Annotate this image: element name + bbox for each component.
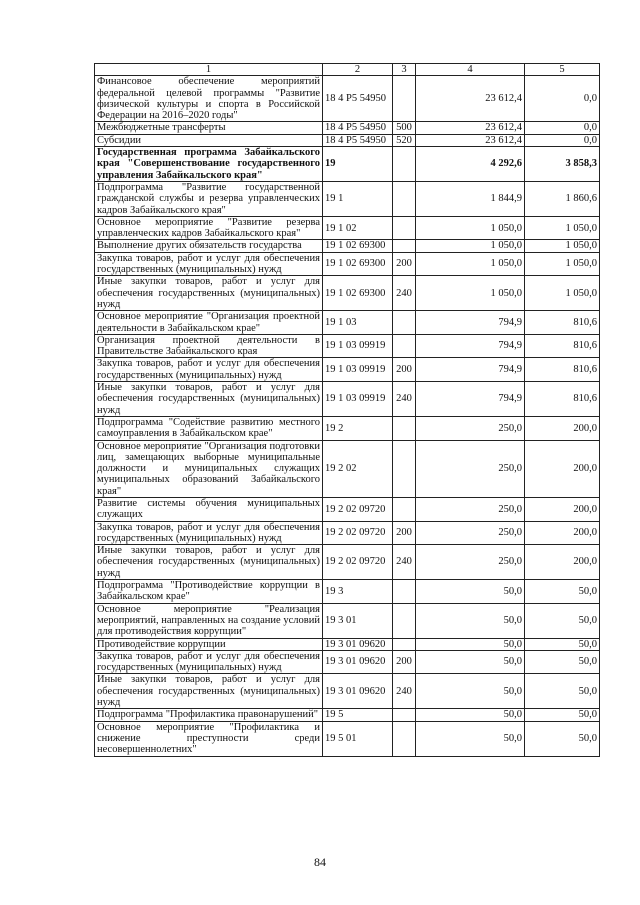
row-code: 19 1 02 69300 — [323, 276, 393, 311]
row-amount-year-1: 23 612,4 — [416, 134, 525, 146]
row-expense-type: 520 — [393, 134, 416, 146]
row-expense-type — [393, 240, 416, 252]
row-code: 19 3 01 09620 — [323, 650, 393, 674]
row-amount-year-1: 250,0 — [416, 497, 525, 521]
row-amount-year-1: 1 050,0 — [416, 252, 525, 276]
page-number: 84 — [314, 855, 326, 869]
row-amount-year-1: 1 050,0 — [416, 240, 525, 252]
row-amount-year-1: 250,0 — [416, 416, 525, 440]
row-code: 19 3 — [323, 580, 393, 604]
table-row — [95, 416, 600, 440]
row-amount-year-1: 23 612,4 — [416, 122, 525, 134]
table-row — [95, 252, 600, 276]
row-name: Подпрограмма "Профилактика правонарушений" — [95, 709, 323, 721]
row-code: 19 2 02 09720 — [323, 497, 393, 521]
table-row — [95, 650, 600, 674]
row-code: 19 1 02 — [323, 216, 393, 240]
row-amount-year-2: 0,0 — [525, 134, 600, 146]
table-row — [95, 147, 600, 182]
row-expense-type — [393, 334, 416, 358]
table-row — [95, 334, 600, 358]
table-row — [95, 721, 600, 756]
row-expense-type: 240 — [393, 276, 416, 311]
row-name: Основное мероприятие "Профилактика и снижение преступности среди несовершеннолетних" — [95, 721, 323, 756]
row-amount-year-1: 794,9 — [416, 334, 525, 358]
row-code: 19 3 01 09620 — [323, 638, 393, 650]
row-amount-year-1: 794,9 — [416, 311, 525, 335]
row-amount-year-2: 1 860,6 — [525, 181, 600, 216]
row-expense-type — [393, 603, 416, 638]
row-amount-year-2: 50,0 — [525, 650, 600, 674]
row-expense-type: 500 — [393, 122, 416, 134]
column-header-5: 5 — [525, 64, 600, 76]
row-expense-type — [393, 416, 416, 440]
row-amount-year-2: 1 050,0 — [525, 252, 600, 276]
row-name: Закупка товаров, работ и услуг для обеспечения государственных (муниципальных) нужд — [95, 358, 323, 382]
table-row — [95, 382, 600, 417]
row-expense-type: 240 — [393, 382, 416, 417]
row-code: 19 2 02 09720 — [323, 521, 393, 545]
row-amount-year-2: 810,6 — [525, 358, 600, 382]
row-amount-year-2: 200,0 — [525, 497, 600, 521]
row-expense-type — [393, 76, 416, 122]
row-name: Закупка товаров, работ и услуг для обеспечения государственных (муниципальных) нужд — [95, 252, 323, 276]
row-expense-type: 240 — [393, 674, 416, 709]
row-code: 19 1 03 — [323, 311, 393, 335]
row-amount-year-2: 0,0 — [525, 122, 600, 134]
row-code: 19 — [323, 147, 393, 182]
row-amount-year-2: 810,6 — [525, 334, 600, 358]
column-header-1: 1 — [95, 64, 323, 76]
row-amount-year-2: 1 050,0 — [525, 276, 600, 311]
row-name: Иные закупки товаров, работ и услуг для обеспечения государственных (муниципальных) нужд — [95, 382, 323, 417]
row-name: Основное мероприятие "Развитие резерва управленческих кадров Забайкальского края" — [95, 216, 323, 240]
row-name: Основное мероприятие "Организация проектной деятельности в Забайкальском крае" — [95, 311, 323, 335]
row-code: 19 1 02 69300 — [323, 252, 393, 276]
row-amount-year-2: 50,0 — [525, 709, 600, 721]
table-row — [95, 240, 600, 252]
table-row — [95, 311, 600, 335]
row-name: Государственная программа Забайкальского края "Совершенствование государственного управления Забайкальского края" — [95, 147, 323, 182]
row-expense-type: 200 — [393, 521, 416, 545]
table-row — [95, 122, 600, 134]
row-amount-year-1: 50,0 — [416, 638, 525, 650]
table-row — [95, 497, 600, 521]
table-row — [95, 216, 600, 240]
table-row — [95, 603, 600, 638]
row-name: Противодействие коррупции — [95, 638, 323, 650]
table-row — [95, 674, 600, 709]
row-code: 18 4 P5 54950 — [323, 76, 393, 122]
row-name: Иные закупки товаров, работ и услуг для обеспечения государственных (муниципальных) нужд — [95, 545, 323, 580]
row-expense-type: 200 — [393, 358, 416, 382]
column-number-row — [95, 64, 600, 76]
row-expense-type — [393, 638, 416, 650]
row-expense-type — [393, 709, 416, 721]
row-code: 19 1 03 09919 — [323, 382, 393, 417]
row-expense-type: 200 — [393, 252, 416, 276]
row-name: Основное мероприятие "Реализация мероприятий, направленных на создание условий для противодействия коррупции" — [95, 603, 323, 638]
row-amount-year-1: 1 844,9 — [416, 181, 525, 216]
row-name: Подпрограмма "Противодействие коррупции в Забайкальском крае" — [95, 580, 323, 604]
row-amount-year-1: 50,0 — [416, 650, 525, 674]
table-row — [95, 521, 600, 545]
row-amount-year-1: 50,0 — [416, 603, 525, 638]
row-expense-type — [393, 721, 416, 756]
table-row — [95, 638, 600, 650]
budget-table — [94, 63, 600, 757]
row-code: 19 5 — [323, 709, 393, 721]
row-name: Субсидии — [95, 134, 323, 146]
row-expense-type — [393, 311, 416, 335]
table-row — [95, 76, 600, 122]
row-name: Организация проектной деятельности в Правительстве Забайкальского края — [95, 334, 323, 358]
row-expense-type — [393, 147, 416, 182]
row-amount-year-2: 1 050,0 — [525, 216, 600, 240]
row-amount-year-2: 810,6 — [525, 382, 600, 417]
row-name: Развитие системы обучения муниципальных служащих — [95, 497, 323, 521]
row-amount-year-1: 50,0 — [416, 721, 525, 756]
row-expense-type: 240 — [393, 545, 416, 580]
row-code: 19 1 02 69300 — [323, 240, 393, 252]
table-row — [95, 358, 600, 382]
row-amount-year-1: 250,0 — [416, 545, 525, 580]
row-expense-type — [393, 216, 416, 240]
row-name: Подпрограмма "Содействие развитию местного самоуправления в Забайкальском крае" — [95, 416, 323, 440]
row-amount-year-1: 50,0 — [416, 674, 525, 709]
table-row — [95, 440, 600, 497]
row-code: 19 3 01 09620 — [323, 674, 393, 709]
row-amount-year-2: 50,0 — [525, 674, 600, 709]
row-code: 19 1 — [323, 181, 393, 216]
row-amount-year-1: 1 050,0 — [416, 276, 525, 311]
row-amount-year-2: 200,0 — [525, 545, 600, 580]
row-amount-year-1: 4 292,6 — [416, 147, 525, 182]
row-amount-year-1: 794,9 — [416, 358, 525, 382]
row-amount-year-2: 200,0 — [525, 416, 600, 440]
row-expense-type: 200 — [393, 650, 416, 674]
row-expense-type — [393, 580, 416, 604]
table-row — [95, 276, 600, 311]
row-expense-type — [393, 440, 416, 497]
row-expense-type — [393, 181, 416, 216]
row-amount-year-1: 794,9 — [416, 382, 525, 417]
table-body — [95, 76, 600, 756]
row-amount-year-2: 810,6 — [525, 311, 600, 335]
row-amount-year-2: 200,0 — [525, 440, 600, 497]
row-code: 19 3 01 — [323, 603, 393, 638]
table-row — [95, 181, 600, 216]
row-code: 18 4 P5 54950 — [323, 122, 393, 134]
row-name: Иные закупки товаров, работ и услуг для обеспечения государственных (муниципальных) нужд — [95, 674, 323, 709]
row-amount-year-1: 23 612,4 — [416, 76, 525, 122]
column-header-2: 2 — [323, 64, 393, 76]
row-amount-year-2: 1 050,0 — [525, 240, 600, 252]
row-name: Подпрограмма "Развитие государственной гражданской службы и резерва управленческих кадров Забайкальского края" — [95, 181, 323, 216]
row-amount-year-2: 50,0 — [525, 638, 600, 650]
column-header-3: 3 — [393, 64, 416, 76]
row-amount-year-2: 200,0 — [525, 521, 600, 545]
table-row — [95, 134, 600, 146]
row-name: Выполнение других обязательств государства — [95, 240, 323, 252]
row-code: 19 1 03 09919 — [323, 358, 393, 382]
column-header-4: 4 — [416, 64, 525, 76]
row-code: 19 1 03 09919 — [323, 334, 393, 358]
table-row — [95, 545, 600, 580]
row-code: 19 2 — [323, 416, 393, 440]
row-amount-year-1: 50,0 — [416, 580, 525, 604]
row-code: 19 2 02 09720 — [323, 545, 393, 580]
row-amount-year-1: 250,0 — [416, 521, 525, 545]
row-amount-year-2: 3 858,3 — [525, 147, 600, 182]
row-name: Закупка товаров, работ и услуг для обеспечения государственных (муниципальных) нужд — [95, 521, 323, 545]
row-code: 18 4 P5 54950 — [323, 134, 393, 146]
row-code: 19 2 02 — [323, 440, 393, 497]
row-name: Межбюджетные трансферты — [95, 122, 323, 134]
row-code: 19 5 01 — [323, 721, 393, 756]
row-amount-year-2: 50,0 — [525, 721, 600, 756]
table-row — [95, 580, 600, 604]
row-expense-type — [393, 497, 416, 521]
row-amount-year-1: 1 050,0 — [416, 216, 525, 240]
row-amount-year-1: 250,0 — [416, 440, 525, 497]
row-name: Финансовое обеспечение мероприятий федеральной целевой программы "Развитие физической культуры и спорта в Российской Федерации на 2016–2020 годы" — [95, 76, 323, 122]
table-row — [95, 709, 600, 721]
row-name: Закупка товаров, работ и услуг для обеспечения государственных (муниципальных) нужд — [95, 650, 323, 674]
row-amount-year-1: 50,0 — [416, 709, 525, 721]
row-amount-year-2: 0,0 — [525, 76, 600, 122]
row-amount-year-2: 50,0 — [525, 580, 600, 604]
row-amount-year-2: 50,0 — [525, 603, 600, 638]
row-name: Основное мероприятие "Организация подготовки лиц, замещающих выборные муниципальные должности и муниципальных служащих муниципальных образований Забайкальского края" — [95, 440, 323, 497]
row-name: Иные закупки товаров, работ и услуг для обеспечения государственных (муниципальных) нужд — [95, 276, 323, 311]
